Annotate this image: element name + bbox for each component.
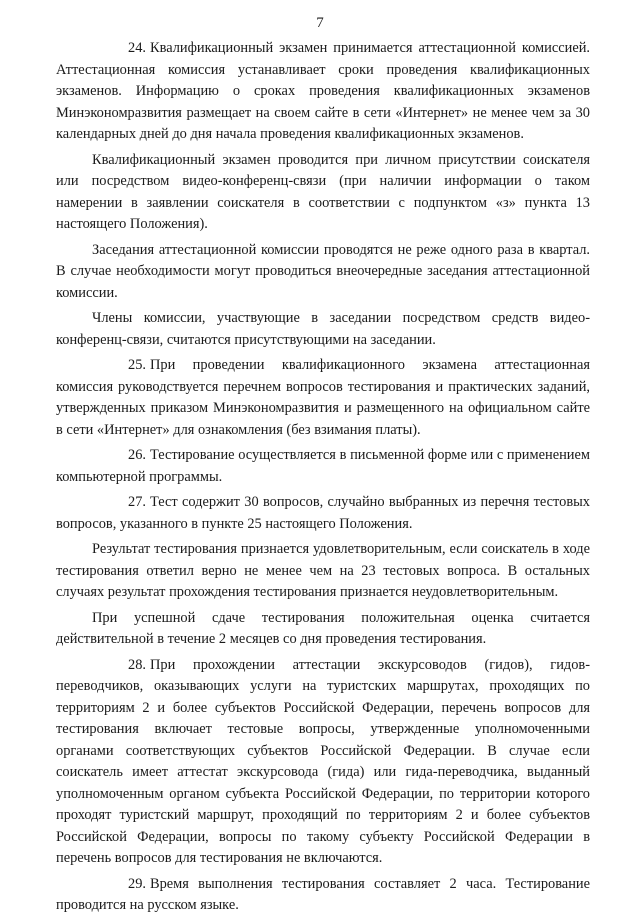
document-body	[56, 38, 590, 917]
clause-number: 25.	[128, 357, 146, 373]
paragraph-text: Заседания аттестационной комиссии проводятся не реже одного раза в квартал. В случае необходимости могут проводиться внеочередные заседания аттестационной комиссии.	[56, 241, 590, 301]
paragraph-text: Члены комиссии, участвующие в заседании посредством средств видео-конференц-связи, считаются присутствующими на заседании.	[56, 310, 590, 348]
paragraph-24	[56, 38, 590, 146]
paragraph-text: Квалификационный экзамен принимается аттестационной комиссией. Аттестационная комиссия устанавливает сроки проведения квалификационных экзаменов. Информацию о сроках проведения квалификационных экзаменов Минэкономразвития размещает на своем сайте в сети «Интернет» не менее чем за 30 календарных дней до дня начала проведения квалификационных экзаменов.	[56, 40, 590, 142]
page-number: 7	[316, 15, 324, 31]
paragraph-28	[56, 655, 590, 870]
paragraph-24-meetings	[56, 240, 590, 305]
clause-number: 28.	[128, 656, 146, 673]
paragraph-text: При проведении квалификационного экзамена аттестационная комиссия руководствуется перечнем вопросов тестирования и практических заданий, утвержденных приказом Минэкономразвития и размещенного на официальном сайте в сети «Интернет» для ознакомления (без взимания платы).	[56, 357, 590, 438]
paragraph-24-members	[56, 308, 590, 351]
paragraph-text: Время выполнения тестирования составляет 2 часа. Тестирование проводится на русском языке.	[56, 875, 590, 913]
paragraph-text: При прохождении аттестации экскурсоводов (гидов), гидов-переводчиков, оказывающих услуги на туристских маршрутах, проходящих по территориям 2 и более субъектов Российской Федерации, перечень вопросов для тестирования включает тестовые вопросы, утвержденные уполномоченными органами соответствующих субъектов Российской Федерации. В случае если соискатель имеет аттестат экскурсовода (гида) или гида-переводчика, выданный уполномоченным органом субъекта Российской Федерации, по территории которого проходят туристский маршрут, проходящий по территориям 2 и более субъектов Российской Федерации, вопросы по такому субъекту Российской Федерации в перечень вопросов для тестирования не включаются.	[56, 656, 590, 866]
paragraph-text: Квалификационный экзамен проводится при личном присутствии соискателя или посредством видео-конференц-связи (при наличии информации о таком намерении в заявлении соискателя в соответствии с подпунктом «з» пункта 13 настоящего Положения).	[56, 151, 590, 232]
paragraph-27	[56, 492, 590, 535]
clause-number: 27.	[128, 494, 146, 510]
paragraph-24-exam-presence	[56, 150, 590, 236]
clause-number: 26.	[128, 447, 146, 463]
paragraph-text: Тест содержит 30 вопросов, случайно выбранных из перечня тестовых вопросов, указанного в пункте 25 настоящего Положения.	[56, 494, 590, 532]
paragraph-26	[56, 445, 590, 488]
paragraph-27-validity	[56, 608, 590, 651]
paragraph-text: При успешной сдаче тестирования положительная оценка считается действительной в течение 2 месяцев со дня проведения тестирования.	[56, 609, 590, 647]
paragraph-29	[56, 874, 590, 917]
clause-number: 24.	[128, 40, 146, 56]
paragraph-25	[56, 355, 590, 441]
paragraph-27-result	[56, 539, 590, 604]
clause-number: 29.	[128, 875, 146, 892]
paragraph-text: Результат тестирования признается удовлетворительным, если соискатель в ходе тестирования ответил верно не менее чем на 23 тестовых вопроса. В остальных случаях результат прохождения тестирования признается неудовлетворительным.	[56, 541, 590, 600]
paragraph-text: Тестирование осуществляется в письменной форме или с применением компьютерной программы.	[56, 447, 590, 485]
